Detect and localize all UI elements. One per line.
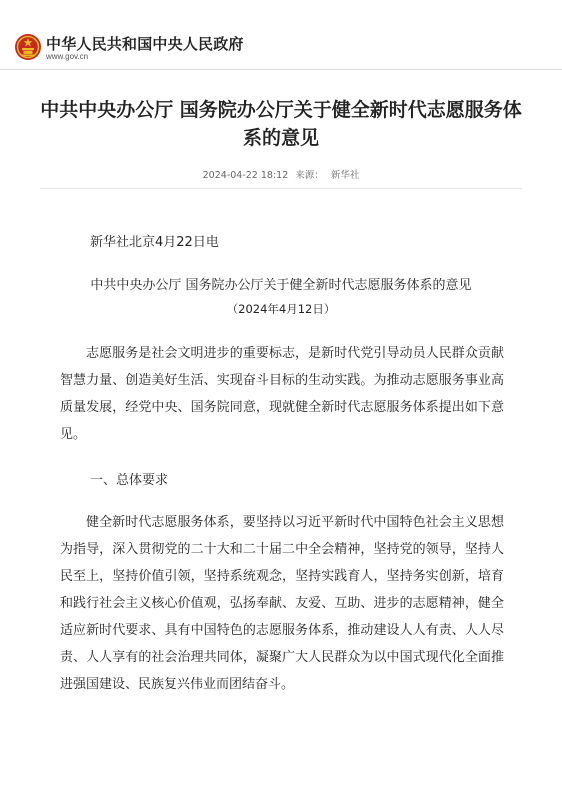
article-title: 中共中央办公厅 国务院办公厅关于健全新时代志愿服务体系的意见 [40, 99, 522, 149]
article-meta [0, 167, 562, 181]
body-paragraph: 健全新时代志愿服务体系，要坚持以习近平新时代中国特色社会主义思想为指导，深入贯彻党的二十大和二十届二中全会精神，坚持党的领导，坚持人民至上，坚持价值引领，坚持系统观念，坚持实践育人，坚持务实创新，培育和践行社会主义核心价值观，弘扬奉献、友爱、互助、进步的志愿精神，健全适应新时代要求、具有中国特色的志愿服务体系，推动建设人人有责、人人尽责、人人享有的社会治理共同体，凝聚广大人民群众为以中国式现代化全面推进强国建设、民族复兴伟业而团结奋斗。 [60, 515, 504, 692]
site-header [0, 0, 562, 66]
site-name[interactable]: 中华人民共和国中央人民政府 [46, 35, 244, 53]
source-label: 来源： [295, 170, 324, 181]
article-source: 新华社 [330, 170, 360, 181]
site-url[interactable]: www.gov.cn [46, 52, 89, 61]
section-heading: 一、总体要求 [90, 473, 169, 488]
article-lead: 新华社北京4月22日电 [90, 235, 219, 250]
body-paragraph: 志愿服务是社会文明进步的重要标志，是新时代党引导动员人民群众贡献智慧力量、创造美好生活、实现奋斗目标的生动实践。为推动志愿服务事业高质量发展，经党中央、国务院同意，现就健全新时代志愿服务体系提出如下意见。 [60, 346, 504, 442]
meta-divider [40, 188, 522, 189]
document-title: 中共中央办公厅 国务院办公厅关于健全新时代志愿服务体系的意见 [90, 278, 472, 293]
document-date: （2024年4月12日） [226, 302, 336, 316]
article-datetime: 2024-04-22 18:12 [202, 170, 289, 181]
national-emblem-icon[interactable] [14, 33, 42, 61]
header-divider [0, 69, 562, 70]
